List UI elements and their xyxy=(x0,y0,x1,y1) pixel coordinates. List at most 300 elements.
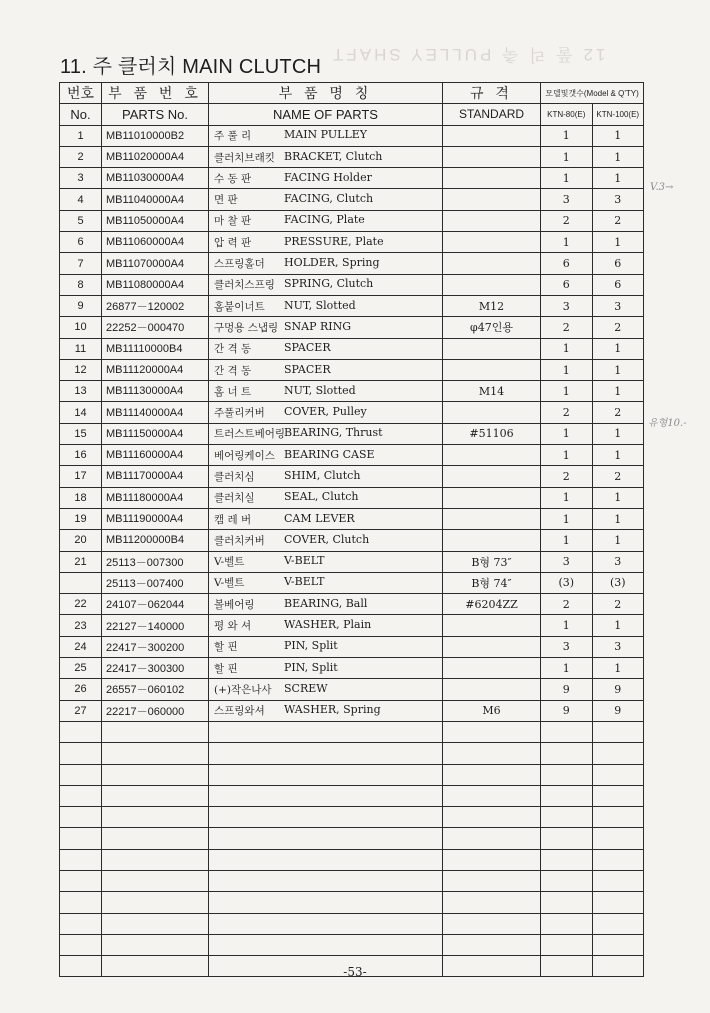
part-standard xyxy=(443,125,541,146)
part-name-korean: 홈 너 트 xyxy=(214,385,252,398)
part-name-korean: 클러치스프링 xyxy=(214,279,275,292)
empty-cell xyxy=(209,807,443,828)
table-row xyxy=(60,317,644,338)
qty-model-2: 1 xyxy=(592,658,644,679)
part-name-english: BEARING, Ball xyxy=(284,596,368,610)
empty-cell xyxy=(209,764,443,785)
part-name xyxy=(209,381,443,402)
header-model-2: KTN-100(E) xyxy=(592,104,644,125)
qty-model-1: 1 xyxy=(541,232,593,253)
qty-model-1: 2 xyxy=(541,466,593,487)
part-standard xyxy=(443,445,541,466)
table-row xyxy=(60,210,644,231)
row-number: 12 xyxy=(60,359,102,380)
table-row xyxy=(60,381,644,402)
part-standard xyxy=(443,679,541,700)
table-row xyxy=(60,146,644,167)
part-name-english: BEARING, Thrust xyxy=(284,426,383,440)
table-row xyxy=(60,423,644,444)
header-name-en: NAME OF PARTS xyxy=(209,104,443,125)
empty-row xyxy=(60,892,644,913)
qty-model-2: 3 xyxy=(592,295,644,316)
part-name xyxy=(209,253,443,274)
empty-cell xyxy=(209,913,443,934)
empty-cell xyxy=(60,828,102,849)
empty-cell xyxy=(592,764,644,785)
part-name-english: SPACER xyxy=(284,341,331,355)
qty-model-1: (3) xyxy=(541,572,593,593)
qty-model-1: 1 xyxy=(541,338,593,359)
header-qty-label: 모델및갯수(Model & Q'TY) xyxy=(541,83,644,104)
part-name-korean: 클러치실 xyxy=(214,492,255,505)
empty-cell xyxy=(60,764,102,785)
part-standard xyxy=(443,146,541,167)
header-no-ko: 번호 xyxy=(60,83,102,104)
row-number: 13 xyxy=(60,381,102,402)
part-name-korean: 간 격 동 xyxy=(214,343,252,356)
empty-cell xyxy=(541,934,593,955)
part-number: MB11110000B4 xyxy=(102,338,209,359)
part-name-korean: 클러치브래킷 xyxy=(214,151,275,164)
empty-cell xyxy=(541,849,593,870)
empty-cell xyxy=(60,913,102,934)
part-standard: M14 xyxy=(443,381,541,402)
part-name-korean: 주 풀 리 xyxy=(214,130,252,143)
row-number: 27 xyxy=(60,700,102,721)
table-row xyxy=(60,232,644,253)
empty-cell xyxy=(209,934,443,955)
qty-model-1: 9 xyxy=(541,700,593,721)
empty-cell xyxy=(209,870,443,891)
part-name-english: HOLDER, Spring xyxy=(284,256,380,270)
empty-cell xyxy=(209,828,443,849)
empty-cell xyxy=(102,870,209,891)
part-name-korean: 수 동 판 xyxy=(214,172,252,185)
empty-cell xyxy=(209,849,443,870)
part-name-korean: 마 찰 판 xyxy=(214,215,252,228)
qty-model-2: 1 xyxy=(592,381,644,402)
part-standard xyxy=(443,253,541,274)
empty-row xyxy=(60,849,644,870)
part-name xyxy=(209,508,443,529)
table-row xyxy=(60,189,644,210)
page-number: -53- xyxy=(343,965,367,979)
empty-row xyxy=(60,828,644,849)
row-number: 9 xyxy=(60,295,102,316)
empty-cell xyxy=(102,849,209,870)
part-name-english: PIN, Split xyxy=(284,639,338,653)
empty-cell xyxy=(102,934,209,955)
part-name-english: WASHER, Plain xyxy=(284,618,372,632)
part-number: 25113－007300 xyxy=(102,551,209,572)
row-number: 20 xyxy=(60,530,102,551)
header-std-en: STANDARD xyxy=(443,104,541,125)
part-name-korean: 스프링와셔 xyxy=(214,705,265,718)
header-pn-ko: 부 품 번 호 xyxy=(102,83,209,104)
part-name-korean: 베어링케이스 xyxy=(214,449,275,462)
row-number: 17 xyxy=(60,466,102,487)
part-number: 22417－300200 xyxy=(102,636,209,657)
part-standard xyxy=(443,530,541,551)
part-name xyxy=(209,338,443,359)
qty-model-1: 3 xyxy=(541,295,593,316)
qty-model-1: 1 xyxy=(541,146,593,167)
part-number: 25113－007400 xyxy=(102,572,209,593)
empty-cell xyxy=(60,743,102,764)
empty-cell xyxy=(443,892,541,913)
part-name-korean: 할 핀 xyxy=(214,662,238,675)
empty-cell xyxy=(209,721,443,742)
part-number: MB11050000A4 xyxy=(102,210,209,231)
part-name-english: SNAP RING xyxy=(284,319,352,333)
part-standard xyxy=(443,636,541,657)
empty-cell xyxy=(541,764,593,785)
part-number: MB11180000A4 xyxy=(102,487,209,508)
empty-cell xyxy=(209,892,443,913)
table-row xyxy=(60,700,644,721)
part-standard: B형 73″ xyxy=(443,551,541,572)
row-number: 7 xyxy=(60,253,102,274)
header-pn-en: PARTS No. xyxy=(102,104,209,125)
parts-table xyxy=(59,82,644,977)
table-row xyxy=(60,445,644,466)
row-number: 18 xyxy=(60,487,102,508)
header-model-1: KTN-80(E) xyxy=(541,104,593,125)
row-number: 4 xyxy=(60,189,102,210)
qty-model-1: 1 xyxy=(541,423,593,444)
qty-model-1: 1 xyxy=(541,487,593,508)
empty-cell xyxy=(592,807,644,828)
part-number: MB11140000A4 xyxy=(102,402,209,423)
empty-cell xyxy=(102,764,209,785)
empty-cell xyxy=(60,892,102,913)
table-row xyxy=(60,359,644,380)
qty-model-1: 1 xyxy=(541,615,593,636)
empty-cell xyxy=(102,828,209,849)
part-number: MB11040000A4 xyxy=(102,189,209,210)
part-name xyxy=(209,359,443,380)
qty-model-2: 1 xyxy=(592,125,644,146)
part-standard xyxy=(443,210,541,231)
part-number: MB11120000A4 xyxy=(102,359,209,380)
part-number: MB11170000A4 xyxy=(102,466,209,487)
table-row xyxy=(60,168,644,189)
qty-model-2: 1 xyxy=(592,423,644,444)
empty-cell xyxy=(592,892,644,913)
empty-cell xyxy=(541,743,593,764)
empty-cell xyxy=(102,743,209,764)
qty-model-2: 3 xyxy=(592,189,644,210)
part-name-english: FACING, Plate xyxy=(284,213,365,227)
qty-model-2: 1 xyxy=(592,168,644,189)
empty-row xyxy=(60,764,644,785)
empty-cell xyxy=(443,743,541,764)
qty-model-1: 1 xyxy=(541,359,593,380)
empty-cell xyxy=(209,743,443,764)
part-number: MB11030000A4 xyxy=(102,168,209,189)
part-standard xyxy=(443,615,541,636)
part-name-english: V-BELT xyxy=(284,575,325,589)
part-number: 24107－062044 xyxy=(102,594,209,615)
empty-cell xyxy=(443,721,541,742)
part-name xyxy=(209,274,443,295)
part-standard xyxy=(443,338,541,359)
qty-model-2: 1 xyxy=(592,338,644,359)
empty-row xyxy=(60,870,644,891)
part-name-korean: 스프링홀더 xyxy=(214,258,265,271)
empty-cell xyxy=(592,913,644,934)
qty-model-2: 1 xyxy=(592,359,644,380)
empty-cell xyxy=(592,934,644,955)
table-row xyxy=(60,338,644,359)
part-standard xyxy=(443,466,541,487)
part-number: 22127－140000 xyxy=(102,615,209,636)
row-number: 1 xyxy=(60,125,102,146)
part-name-korean: 클러치심 xyxy=(214,470,255,483)
part-name-english: PRESSURE, Plate xyxy=(284,234,384,248)
part-name-korean: 압 력 판 xyxy=(214,236,252,249)
part-name-english: PIN, Split xyxy=(284,660,338,674)
qty-model-1: 1 xyxy=(541,381,593,402)
qty-model-1: 1 xyxy=(541,168,593,189)
part-name-korean: 면 판 xyxy=(214,194,238,207)
table-row xyxy=(60,551,644,572)
row-number: 25 xyxy=(60,658,102,679)
part-standard xyxy=(443,274,541,295)
qty-model-1: 2 xyxy=(541,402,593,423)
empty-cell xyxy=(443,934,541,955)
part-number: MB11070000A4 xyxy=(102,253,209,274)
header-no-en: No. xyxy=(60,104,102,125)
table-row xyxy=(60,679,644,700)
part-name-english: NUT, Slotted xyxy=(284,383,356,397)
row-number: 2 xyxy=(60,146,102,167)
part-name xyxy=(209,551,443,572)
empty-cell xyxy=(443,764,541,785)
qty-model-2: 1 xyxy=(592,232,644,253)
part-number: MB11160000A4 xyxy=(102,445,209,466)
part-number: 22417－300300 xyxy=(102,658,209,679)
qty-model-1: 1 xyxy=(541,508,593,529)
row-number: 14 xyxy=(60,402,102,423)
empty-cell xyxy=(443,785,541,806)
table-row xyxy=(60,295,644,316)
part-standard: M12 xyxy=(443,295,541,316)
empty-cell xyxy=(592,849,644,870)
row-number: 22 xyxy=(60,594,102,615)
qty-model-2: 6 xyxy=(592,274,644,295)
qty-model-1: 1 xyxy=(541,125,593,146)
empty-cell xyxy=(541,870,593,891)
part-name xyxy=(209,700,443,721)
qty-model-1: 1 xyxy=(541,445,593,466)
empty-cell xyxy=(541,892,593,913)
empty-cell xyxy=(60,934,102,955)
empty-cell xyxy=(592,721,644,742)
qty-model-2: 2 xyxy=(592,466,644,487)
row-number: 19 xyxy=(60,508,102,529)
empty-cell xyxy=(102,807,209,828)
empty-cell xyxy=(60,807,102,828)
part-name xyxy=(209,232,443,253)
table-row xyxy=(60,274,644,295)
qty-model-1: 3 xyxy=(541,636,593,657)
part-name xyxy=(209,189,443,210)
table-row xyxy=(60,125,644,146)
part-name xyxy=(209,658,443,679)
empty-cell xyxy=(60,870,102,891)
handwritten-note-1: V.3→ xyxy=(650,182,674,193)
part-name-korean: 트러스트베어링 xyxy=(214,428,286,441)
empty-cell xyxy=(541,785,593,806)
parts-table-body xyxy=(60,125,644,977)
empty-cell xyxy=(592,870,644,891)
part-number: MB11010000B2 xyxy=(102,125,209,146)
part-name-korean: V-벨트 xyxy=(214,556,245,569)
header-name-ko: 부 품 명 칭 xyxy=(209,83,443,104)
table-row xyxy=(60,466,644,487)
qty-model-2: 3 xyxy=(592,636,644,657)
qty-model-2: 9 xyxy=(592,700,644,721)
empty-row xyxy=(60,934,644,955)
empty-cell xyxy=(541,807,593,828)
row-number: 3 xyxy=(60,168,102,189)
part-name xyxy=(209,572,443,593)
qty-model-1: 6 xyxy=(541,274,593,295)
qty-model-2: 1 xyxy=(592,530,644,551)
part-name xyxy=(209,594,443,615)
qty-model-2: 2 xyxy=(592,402,644,423)
qty-model-2: 2 xyxy=(592,210,644,231)
empty-cell xyxy=(60,849,102,870)
part-name-english: SPRING, Clutch xyxy=(284,277,374,291)
part-name-korean: 구멍용 스냅링 xyxy=(214,321,279,334)
part-number: MB11150000A4 xyxy=(102,423,209,444)
part-name-korean: 홈붙이너트 xyxy=(214,300,265,313)
part-name-english: BRACKET, Clutch xyxy=(284,149,383,163)
qty-model-2: 3 xyxy=(592,551,644,572)
empty-row xyxy=(60,721,644,742)
empty-cell xyxy=(60,721,102,742)
part-name-korean: 간 격 동 xyxy=(214,364,252,377)
empty-row xyxy=(60,913,644,934)
table-row xyxy=(60,572,644,593)
part-name-english: WASHER, Spring xyxy=(284,703,381,717)
part-standard: φ47인용 xyxy=(443,317,541,338)
table-row xyxy=(60,594,644,615)
qty-model-2: (3) xyxy=(592,572,644,593)
part-standard xyxy=(443,168,541,189)
part-name xyxy=(209,146,443,167)
part-number: MB11080000A4 xyxy=(102,274,209,295)
table-row xyxy=(60,402,644,423)
part-name-korean: 클러치커버 xyxy=(214,534,265,547)
part-standard xyxy=(443,402,541,423)
part-name-korean: 캠 레 버 xyxy=(214,513,252,526)
part-name xyxy=(209,487,443,508)
qty-model-2: 1 xyxy=(592,615,644,636)
part-name xyxy=(209,466,443,487)
part-number: 22217－060000 xyxy=(102,700,209,721)
handwritten-note-2: 유형10.- xyxy=(648,418,687,429)
part-name-korean: 할 핀 xyxy=(214,641,238,654)
part-name-english: NUT, Slotted xyxy=(284,298,356,312)
part-name-english: BEARING CASE xyxy=(284,447,375,461)
part-name xyxy=(209,125,443,146)
part-number: 22252－000470 xyxy=(102,317,209,338)
part-name-english: COVER, Pulley xyxy=(284,405,367,419)
part-number: 26877－120002 xyxy=(102,295,209,316)
table-row xyxy=(60,508,644,529)
part-name xyxy=(209,615,443,636)
table-row xyxy=(60,636,644,657)
part-name xyxy=(209,423,443,444)
empty-cell xyxy=(592,785,644,806)
empty-cell xyxy=(443,870,541,891)
empty-cell xyxy=(541,913,593,934)
row-number: 5 xyxy=(60,210,102,231)
row-number: 21 xyxy=(60,551,102,572)
part-standard xyxy=(443,232,541,253)
qty-model-2: 9 xyxy=(592,679,644,700)
part-name-english: COVER, Clutch xyxy=(284,532,370,546)
qty-model-1: 2 xyxy=(541,317,593,338)
part-name-korean: 평 와 셔 xyxy=(214,620,252,633)
qty-model-1: 1 xyxy=(541,530,593,551)
empty-cell xyxy=(102,913,209,934)
empty-row xyxy=(60,785,644,806)
part-number: MB11020000A4 xyxy=(102,146,209,167)
part-number: 26557－060102 xyxy=(102,679,209,700)
qty-model-1: 3 xyxy=(541,551,593,572)
empty-cell xyxy=(443,828,541,849)
header-std-ko: 규 격 xyxy=(443,83,541,104)
header-row-ko xyxy=(60,83,644,104)
part-standard xyxy=(443,189,541,210)
part-standard: #51106 xyxy=(443,423,541,444)
qty-model-1: 6 xyxy=(541,253,593,274)
part-number: MB11190000A4 xyxy=(102,508,209,529)
part-name-english: FACING, Clutch xyxy=(284,192,374,206)
row-number: 15 xyxy=(60,423,102,444)
part-name xyxy=(209,445,443,466)
qty-model-1: 3 xyxy=(541,189,593,210)
table-row xyxy=(60,487,644,508)
empty-cell xyxy=(209,785,443,806)
qty-model-2: 1 xyxy=(592,487,644,508)
row-number: 6 xyxy=(60,232,102,253)
part-name-english: MAIN PULLEY xyxy=(284,128,368,142)
qty-model-2: 1 xyxy=(592,146,644,167)
empty-cell xyxy=(592,828,644,849)
empty-cell xyxy=(592,743,644,764)
qty-model-1: 1 xyxy=(541,658,593,679)
part-name-korean: V-벨트 xyxy=(214,577,245,590)
part-name-english: SEAL, Clutch xyxy=(284,490,359,504)
part-name xyxy=(209,317,443,338)
empty-cell xyxy=(102,721,209,742)
page-title: 11. 주 클러치 MAIN CLUTCH xyxy=(60,56,322,78)
part-standard xyxy=(443,359,541,380)
part-standard: B형 74″ xyxy=(443,572,541,593)
table-row xyxy=(60,253,644,274)
part-name-english: SHIM, Clutch xyxy=(284,468,361,482)
part-name xyxy=(209,402,443,423)
part-name xyxy=(209,210,443,231)
empty-cell xyxy=(541,828,593,849)
part-number: MB11060000A4 xyxy=(102,232,209,253)
qty-model-2: 2 xyxy=(592,594,644,615)
